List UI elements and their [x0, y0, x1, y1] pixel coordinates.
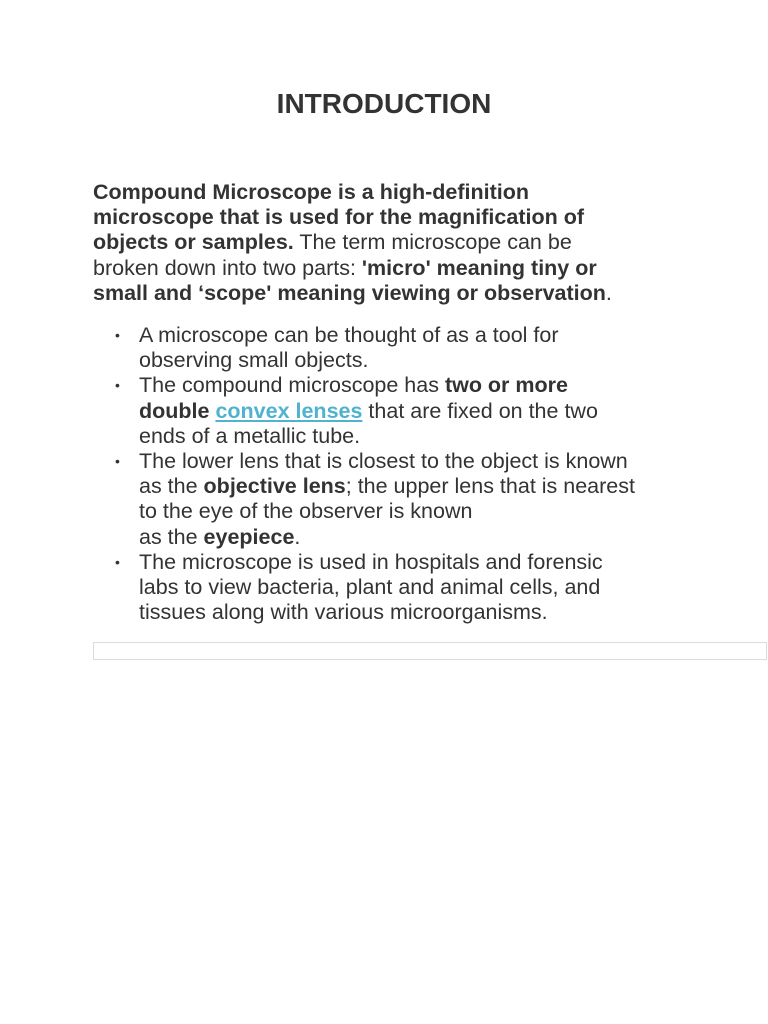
list-item-line: The microscope is used in hospitals and forensic — [139, 549, 603, 574]
intro-text: The term microscope can be — [293, 230, 572, 255]
list-item-line: observing small objects. — [139, 348, 369, 373]
list-item-text: that are fixed on the two — [362, 398, 598, 423]
list-item — [115, 549, 739, 626]
intro-bold-text: small and ‘scope' meaning viewing or observation — [93, 280, 606, 305]
list-item-line: ends of a metallic tube. — [139, 423, 361, 448]
bullet-icon: • — [115, 453, 120, 470]
list-item — [115, 449, 739, 550]
intro-bold-text: microscope that is used for the magnification of — [93, 205, 584, 230]
list-item-line — [139, 399, 739, 424]
intro-paragraph — [93, 180, 693, 306]
list-item — [115, 323, 739, 373]
list-item-text: as the — [139, 474, 204, 499]
list-item-bold: eyepiece — [203, 524, 295, 549]
bullet-icon: • — [115, 377, 120, 394]
intro-line — [93, 281, 693, 306]
list-item-text: ; the upper lens that is nearest — [345, 474, 635, 499]
list-item-bold: objective lens — [203, 474, 346, 499]
intro-text: broken down into two parts: — [93, 255, 362, 280]
list-item-line: A microscope can be thought of as a tool for — [139, 323, 559, 347]
convex-lenses-link[interactable]: convex lenses — [215, 398, 363, 423]
intro-bold-text: 'micro' meaning tiny or — [361, 255, 597, 280]
list-item-line — [139, 474, 739, 499]
intro-line — [93, 230, 693, 255]
empty-box-divider — [93, 642, 767, 660]
list-item-line — [139, 373, 739, 398]
bullet-list — [93, 323, 739, 625]
intro-line — [93, 180, 693, 205]
intro-bold-text: objects or samples. — [93, 230, 294, 255]
bullet-icon: • — [115, 327, 120, 343]
bullet-icon: • — [115, 553, 120, 570]
list-item — [115, 373, 739, 449]
list-item-text: . — [294, 524, 301, 549]
intro-line — [93, 256, 693, 281]
intro-text: . — [605, 280, 612, 305]
page-title: INTRODUCTION — [276, 88, 492, 119]
list-item-line — [139, 525, 739, 550]
list-item-line: to the eye of the observer is known — [139, 499, 473, 524]
list-item-text: The compound microscope has — [139, 373, 445, 398]
intro-bold-text: Compound Microscope is a high-definition — [93, 180, 529, 204]
list-item-bold: two or more — [444, 373, 568, 398]
list-item-line: labs to view bacteria, plant and animal cells, and — [139, 575, 601, 600]
list-item-line: The lower lens that is closest to the object is known — [139, 449, 628, 474]
list-item-line: tissues along with various microorganisms. — [139, 600, 548, 625]
list-item-bold: double — [139, 398, 216, 423]
list-item-text: as the — [139, 524, 204, 549]
intro-line — [93, 205, 693, 230]
